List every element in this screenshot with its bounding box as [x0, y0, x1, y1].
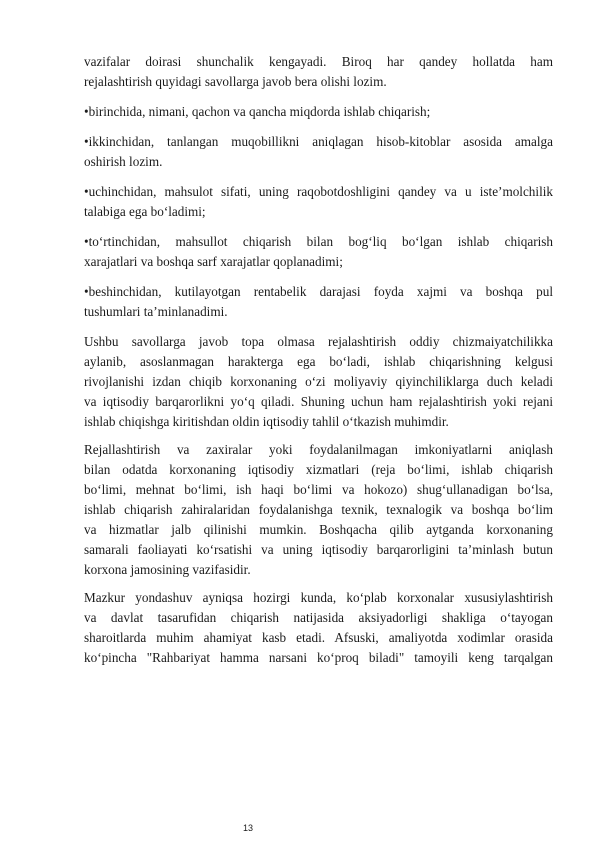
- paragraph-spacer: [84, 580, 553, 588]
- text-line: rejalashtirish quyidagi savollarga javob bera olishi lozim.: [84, 74, 387, 89]
- text-line: boʻlimi, mehnat boʻlimi, ish haqi boʻlimi va hokozo) shugʻullanadigan boʻlsa,: [84, 482, 553, 497]
- text-line: korxona jamosining vazifasidir.: [84, 562, 251, 577]
- text-line: oshirish lozim.: [84, 154, 163, 169]
- paragraph: [84, 132, 553, 172]
- text-line: sharoitlarda muhim ahamiyat kasb etadi. Afsuski, amaliyotda xodimlar orasida: [84, 630, 553, 645]
- text-line: ishlab chiqarish zahiralaridan foydalanishga texnik, texnalogik va boshqa boʻlim: [84, 502, 553, 517]
- paragraph: [84, 102, 553, 122]
- text-line: •ikkinchidan, tanlangan muqobillikni aniqlagan hisob-kitoblar asosida amalga: [84, 134, 553, 149]
- paragraph: [84, 232, 553, 272]
- paragraph-spacer: [84, 432, 553, 440]
- text-line: rivojlanishi izdan chiqib korxonaning oʻzi moliyaviy qiyinchiliklarga duch keladi: [84, 374, 553, 389]
- text-line: Mazkur yondashuv ayniqsa hozirgi kunda, koʻplab korxonalar xususiylashtirish: [84, 590, 553, 605]
- paragraph: [84, 440, 553, 580]
- text-line: •birinchida, nimani, qachon va qancha miqdorda ishlab chiqarish;: [84, 104, 431, 119]
- paragraph-spacer: [84, 122, 553, 132]
- text-line: va iqtisodiy barqarorlikni yoʻq qiladi. Shuning uchun ham rejalashtirish yoki rejani: [84, 394, 553, 409]
- text-line: Ushbu savollarga javob topa olmasa rejalashtirish oddiy chizmaiyatchilikka: [84, 334, 553, 349]
- text-line: aylanib, asoslanmagan harakterga ega boʻladi, ishlab chiqarishning kelgusi: [84, 354, 553, 369]
- paragraph: [84, 52, 553, 92]
- paragraph-spacer: [84, 272, 553, 282]
- text-line: bilan odatda korxonaning iqtisodiy xizmatlari (reja boʻlimi, ishlab chiqarish: [84, 462, 553, 477]
- paragraph: [84, 588, 553, 668]
- text-line: va davlat tasarufidan chiqarish natijasida aksiyadorligi shakliga oʻtayogan: [84, 610, 553, 625]
- paragraph: [84, 182, 553, 222]
- text-line: koʻpincha "Rahbariyat hamma narsani koʻproq biladi" tamoyili keng tarqalgan: [84, 650, 553, 665]
- paragraph: [84, 282, 553, 322]
- document-page: [84, 52, 553, 668]
- text-line: •beshinchidan, kutilayotgan rentabelik darajasi foyda xajmi va boshqa pul: [84, 284, 553, 299]
- paragraph-spacer: [84, 172, 553, 182]
- paragraph-spacer: [84, 92, 553, 102]
- paragraph-spacer: [84, 322, 553, 332]
- paragraph-spacer: [84, 222, 553, 232]
- text-line: vazifalar doirasi shunchalik kengayadi. Biroq har qandey hollatda ham: [84, 54, 553, 69]
- text-line: Rejallashtirish va zaxiralar yoki foydalanilmagan imkoniyatlarni aniqlash: [84, 442, 553, 457]
- paragraph: [84, 332, 553, 432]
- text-line: samarali faoliayati koʻrsatishi va uning iqtisodiy barqarorligini taʼminlash butun: [84, 542, 553, 557]
- text-line: talabiga ega boʻladimi;: [84, 204, 206, 219]
- text-line: •toʻrtinchidan, mahsullot chiqarish bilan bogʻliq boʻlgan ishlab chiqarish: [84, 234, 553, 249]
- text-line: tushumlari taʼminlanadimi.: [84, 304, 228, 319]
- text-line: va hizmatlar jalb qilinishi mumkin. Boshqacha qilib aytganda korxonaning: [84, 522, 553, 537]
- text-line: •uchinchidan, mahsulot sifati, uning raqobotdoshligini qandey va u isteʼmolchilik: [84, 184, 553, 199]
- text-line: ishlab chiqishga kiritishdan oldin iqtisodiy tahlil oʻtkazish muhimdir.: [84, 414, 449, 429]
- page-number: 13: [243, 823, 254, 833]
- text-line: xarajatlari va boshqa sarf xarajatlar qoplanadimi;: [84, 254, 343, 269]
